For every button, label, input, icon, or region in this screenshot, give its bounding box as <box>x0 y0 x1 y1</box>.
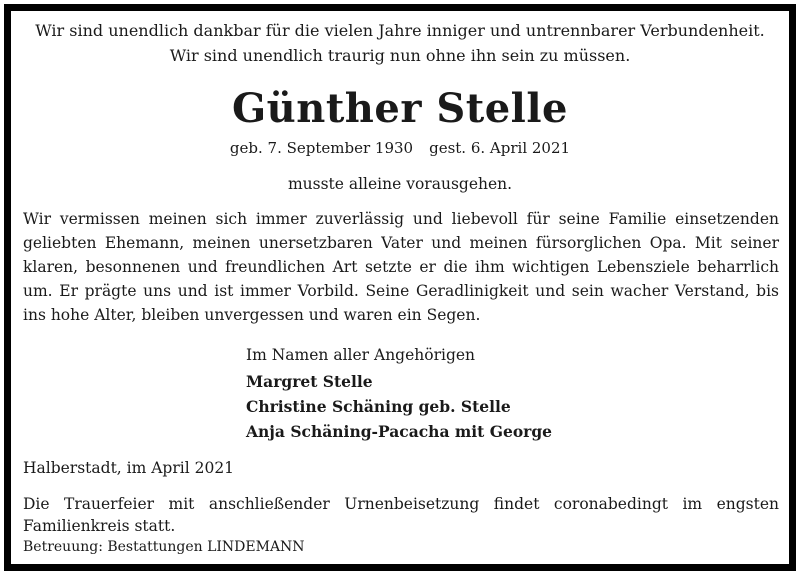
intro-line-1: Wir sind unendlich dankbar für die vielen Jahre inniger und untrennbarer Verbundenheit. <box>35 21 765 40</box>
mourner-name: Margret Stelle <box>246 372 373 391</box>
death-date: gest. 6. April 2021 <box>429 139 571 157</box>
obituary-frame <box>4 4 796 571</box>
intro-line-2: Wir sind unendlich traurig nun ohne ihn sein zu müssen. <box>169 46 631 65</box>
life-dates <box>11 139 789 157</box>
obituary-body-text: Wir vermissen meinen sich immer zuverlässig und liebevoll für seine Familie einsetzenden geliebten Ehemann, meinen unersetzbaren Vater und meinen fürsorglichen Opa. Mit seiner klaren, besonnenen und freundlichen Art setzte er die ihm wichtigen Lebensziele beharrlich um. Er prägte uns und ist immer Vorbild. Seine Geradlinigkeit und sein wacher Verstand, bis ins hohe Alter, bleiben unvergessen und waren ein Segen. <box>23 210 779 324</box>
deceased-name: Günther Stelle <box>232 85 568 132</box>
went-ahead-line: musste alleine vorausgehen. <box>287 175 513 193</box>
signature-intro: Im Namen aller Angehörigen <box>246 346 476 364</box>
birth-date: geb. 7. September 1930 <box>229 139 414 157</box>
mourner-name: Anja Schäning-Pacacha mit George <box>246 422 553 441</box>
obituary-content <box>11 11 789 564</box>
ceremony-notice: Die Trauerfeier mit anschließender Urnenbeisetzung findet coronabedingt im engsten Familienkreis statt. <box>23 495 779 535</box>
place-and-date: Halberstadt, im April 2021 <box>23 459 235 477</box>
mourner-name: Christine Schäning geb. Stelle <box>246 397 511 416</box>
funeral-home-credit: Betreuung: Bestattungen LINDEMANN <box>23 539 305 555</box>
